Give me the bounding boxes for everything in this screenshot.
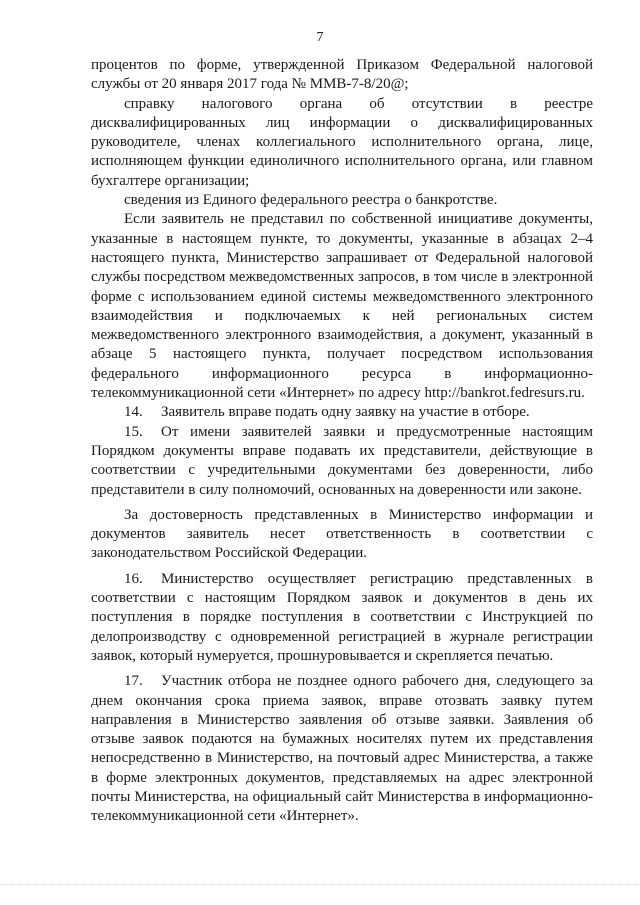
clause-number: 17. [124,673,143,690]
paragraph-clause-16 [91,570,593,666]
paragraph-bankruptcy-registry: сведения из Единого федерального реестра о банкротстве. [124,192,498,209]
clause-number: 14. [124,404,143,421]
clause-text: Министерство осуществляет регистрацию представленных в соответствии с настоящим Порядком заявок и документов в день их поступления в порядке поступления в соответствии с Инструкцией по делопроизводству с одновременной регистрацией в журнале регистрации заявок, который нумеруется, прошнуровывается и скрепляется печатью. [91,570,593,664]
clause-text: Участник отбора не позднее одного рабочего дня, следующего за днем окончания срока приема заявок, вправе отозвать заявку путем направления в Министерство заявления об отзыве заявки. Заявления об отзыве заявок подаются на бумажных носителях путем их представления непосредственно в Министерство, на почтовый адрес Министерства, а также в форме электронных документов, представляемых на адрес электронной почты Министерства, на официальный сайт Министерства в информационно-телекоммуникационной сети «Интернет». [91,673,593,825]
page-number: 7 [316,30,324,45]
document-body [91,56,593,827]
scan-artifact-line [0,884,640,889]
paragraph-responsibility: За достоверность представленных в Министерство информации и документов заявитель несет ответственность в соответствии с законодательством Российской Федерации. [91,506,593,562]
clause-text: Заявитель вправе подать одну заявку на участие в отборе. [161,404,530,421]
paragraph-interagency-requests: Если заявитель не представил по собственной инициативе документы, указанные в настоящем пункте, то документы, указанные в абзацах 2–4 настоящего пункта, Министерство запрашивает от Федеральной налоговой службы посредством межведомственных запросов, в том числе в электронной форме с использованием единой системы межведомственного электронного взаимодействия и подключаемых к ней региональных систем межведомственного электронного взаимодействия, а документ, указанный в абзаце 5 настоящего пункта, получает посредством использования федерального информационного ресурса в информационно-телекоммуникационной сети «Интернет» по адресу http://bankrot.fedresurs.ru. [91,211,593,402]
clause-text: От имени заявителей заявки и предусмотренные настоящим Порядком документы вправе подавать их представители, действующие в соответствии с учредительными документами без доверенности, либо представители в силу полномочий, основанных на доверенности или законе. [91,423,593,498]
paragraph-disqualified-registry-certificate: справку налогового органа об отсутствии в реестре дисквалифицированных лиц информации о дисквалифицированных руководителе, членах коллегиального исполнительного органа, лице, исполняющем функции единоличного исполнительного органа, или главном бухгалтере организации; [91,95,593,189]
paragraph-clause-17 [91,672,593,826]
clause-number: 16. [124,570,143,587]
paragraph-clause-15 [91,423,593,500]
paragraph-tax-certificate-continuation: процентов по форме, утвержденной Приказом Федеральной налоговой службы от 20 января 2017 года № ММВ-7-8/20@; [91,57,593,93]
paragraph-clause-14 [91,403,593,422]
clause-number: 15. [124,423,143,440]
